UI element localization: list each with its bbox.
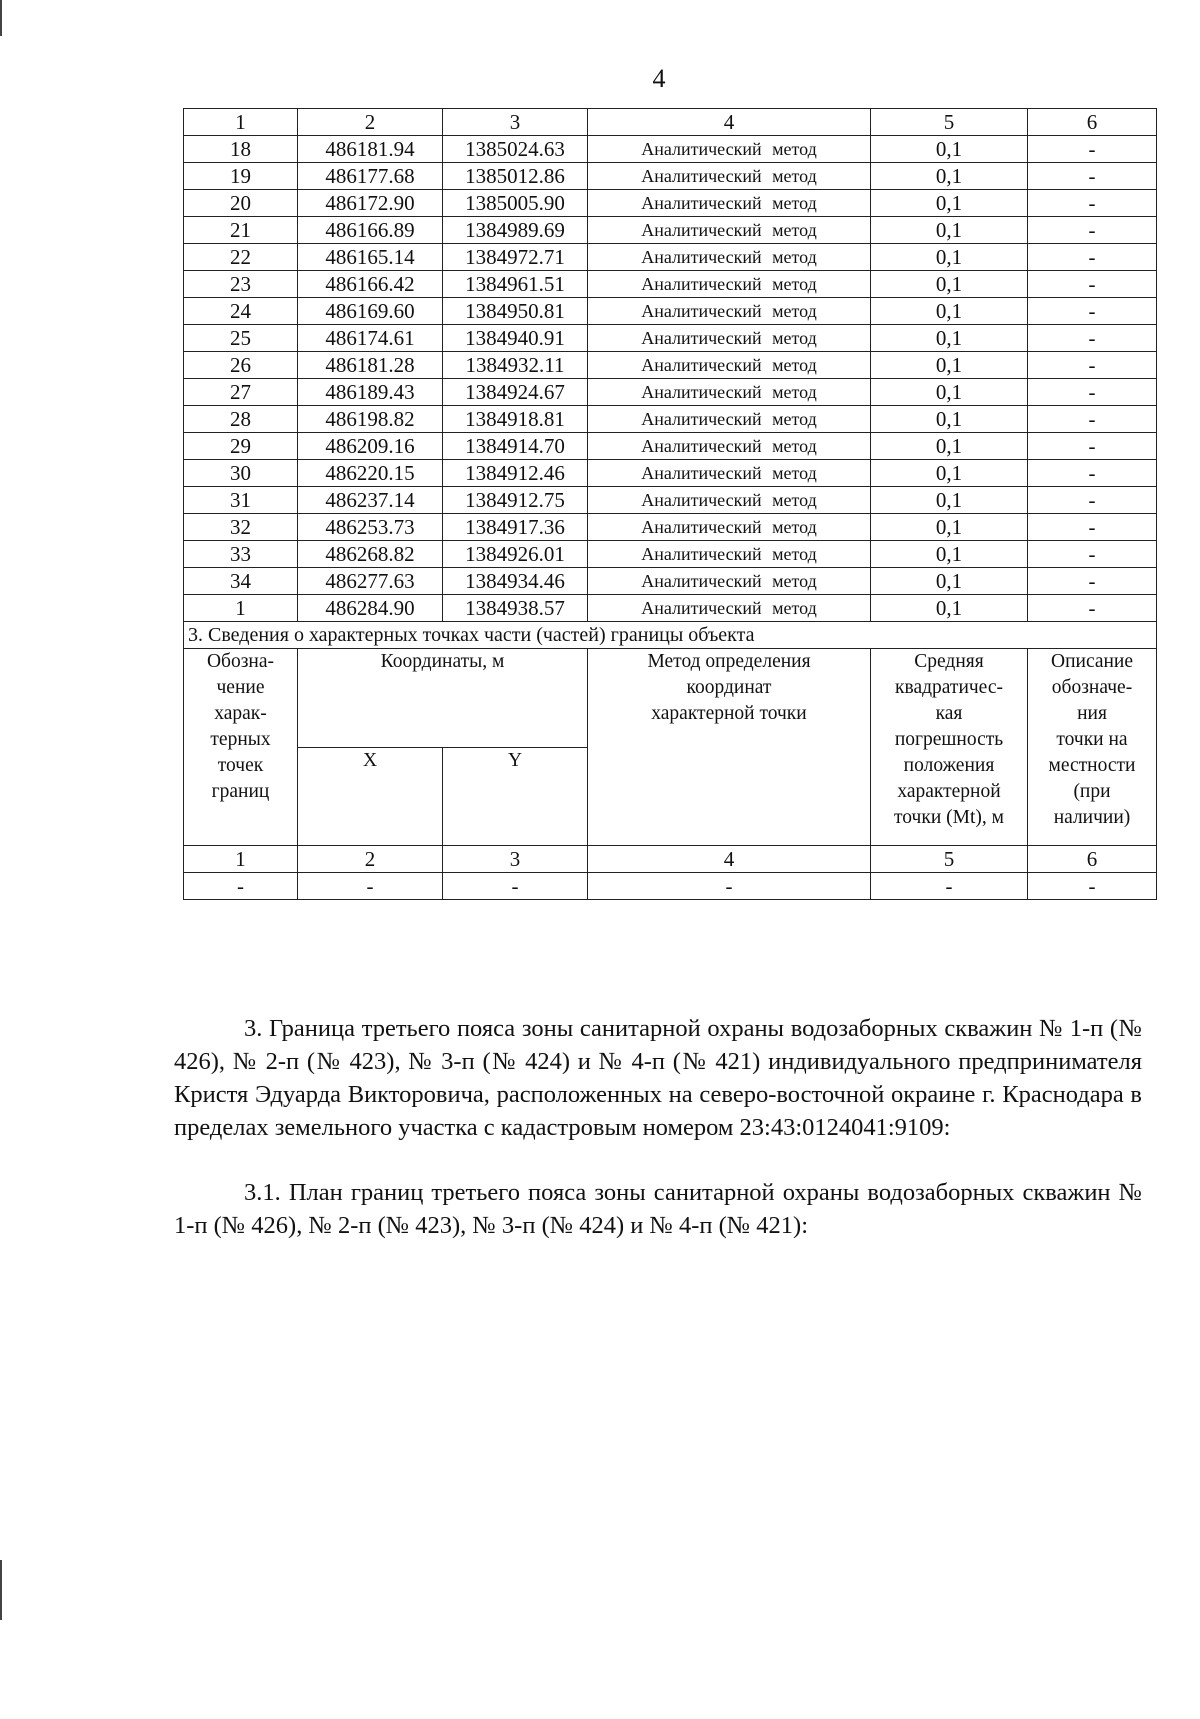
cell-desc: - xyxy=(1028,568,1157,595)
cell-method: Аналитический метод xyxy=(588,136,871,163)
table-row xyxy=(184,325,1157,352)
cell-error: 0,1 xyxy=(871,460,1028,487)
cell-point: 26 xyxy=(184,352,298,379)
cell-desc: - xyxy=(1028,136,1157,163)
cell-point: 32 xyxy=(184,514,298,541)
cell-method: Аналитический метод xyxy=(588,298,871,325)
cell-x: 486166.42 xyxy=(298,271,443,298)
cell-y: 1384912.46 xyxy=(443,460,588,487)
cell-y: 1384912.75 xyxy=(443,487,588,514)
cell-desc: - xyxy=(1028,163,1157,190)
cell-error: 0,1 xyxy=(871,352,1028,379)
cell-point: 22 xyxy=(184,244,298,271)
table-row xyxy=(184,514,1157,541)
cell-error: 0,1 xyxy=(871,487,1028,514)
cell-desc: - xyxy=(1028,433,1157,460)
cell-y: 1384989.69 xyxy=(443,217,588,244)
cell-y: 1384972.71 xyxy=(443,244,588,271)
cell-y: 1384917.36 xyxy=(443,514,588,541)
cell-x: 486181.94 xyxy=(298,136,443,163)
table-row xyxy=(184,460,1157,487)
empty-cell: - xyxy=(588,873,871,900)
cell-error: 0,1 xyxy=(871,271,1028,298)
cell-y: 1384938.57 xyxy=(443,595,588,622)
cell-error: 0,1 xyxy=(871,514,1028,541)
col-number: 4 xyxy=(588,846,871,873)
col-number: 2 xyxy=(298,109,443,136)
col-number: 2 xyxy=(298,846,443,873)
table-row xyxy=(184,352,1157,379)
cell-x: 486277.63 xyxy=(298,568,443,595)
cell-x: 486172.90 xyxy=(298,190,443,217)
cell-x: 486166.89 xyxy=(298,217,443,244)
column-number-row xyxy=(184,109,1157,136)
table-row xyxy=(184,271,1157,298)
cell-error: 0,1 xyxy=(871,244,1028,271)
cell-x: 486237.14 xyxy=(298,487,443,514)
cell-x: 486174.61 xyxy=(298,325,443,352)
cell-point: 18 xyxy=(184,136,298,163)
cell-error: 0,1 xyxy=(871,163,1028,190)
table-row xyxy=(184,217,1157,244)
cell-y: 1384961.51 xyxy=(443,271,588,298)
cell-method: Аналитический метод xyxy=(588,406,871,433)
paragraph-boundary-plan: 3.1. План границ третьего пояса зоны санитарной охраны водозаборных скважин № 1-п (№ 426), № 2-п (№ 423), № 3-п (№ 424) и № 4-п (№ 421): xyxy=(174,1179,1142,1239)
x-header: X xyxy=(298,747,443,846)
cell-error: 0,1 xyxy=(871,136,1028,163)
cell-y: 1384918.81 xyxy=(443,406,588,433)
cell-desc: - xyxy=(1028,406,1157,433)
cell-x: 486181.28 xyxy=(298,352,443,379)
cell-desc: - xyxy=(1028,298,1157,325)
cell-point: 31 xyxy=(184,487,298,514)
col-number: 5 xyxy=(871,846,1028,873)
cell-y: 1385024.63 xyxy=(443,136,588,163)
col-number: 6 xyxy=(1028,109,1157,136)
point-designation-header: Обозна- чение харак- терных точек границ xyxy=(184,649,298,846)
section-caption: 3. Сведения о характерных точках части (частей) границы объекта xyxy=(184,622,1157,649)
cell-y: 1385005.90 xyxy=(443,190,588,217)
cell-method: Аналитический метод xyxy=(588,244,871,271)
cell-desc: - xyxy=(1028,460,1157,487)
cell-method: Аналитический метод xyxy=(588,163,871,190)
table-row xyxy=(184,163,1157,190)
empty-cell: - xyxy=(1028,873,1157,900)
cell-error: 0,1 xyxy=(871,433,1028,460)
table-row xyxy=(184,406,1157,433)
cell-y: 1384914.70 xyxy=(443,433,588,460)
cell-error: 0,1 xyxy=(871,541,1028,568)
scan-edge-mark xyxy=(0,0,2,36)
table-row xyxy=(184,190,1157,217)
cell-x: 486177.68 xyxy=(298,163,443,190)
cell-x: 486268.82 xyxy=(298,541,443,568)
cell-y: 1384940.91 xyxy=(443,325,588,352)
cell-error: 0,1 xyxy=(871,406,1028,433)
cell-desc: - xyxy=(1028,541,1157,568)
cell-method: Аналитический метод xyxy=(588,352,871,379)
cell-method: Аналитический метод xyxy=(588,541,871,568)
cell-y: 1384950.81 xyxy=(443,298,588,325)
cell-point: 30 xyxy=(184,460,298,487)
cell-desc: - xyxy=(1028,325,1157,352)
cell-point: 27 xyxy=(184,379,298,406)
y-header: Y xyxy=(443,747,588,846)
col-number: 3 xyxy=(443,109,588,136)
col-number: 1 xyxy=(184,846,298,873)
cell-point: 34 xyxy=(184,568,298,595)
cell-error: 0,1 xyxy=(871,325,1028,352)
cell-point: 21 xyxy=(184,217,298,244)
cell-y: 1384934.46 xyxy=(443,568,588,595)
cell-desc: - xyxy=(1028,217,1157,244)
cell-point: 24 xyxy=(184,298,298,325)
cell-x: 486220.15 xyxy=(298,460,443,487)
col-number: 6 xyxy=(1028,846,1157,873)
cell-x: 486253.73 xyxy=(298,514,443,541)
empty-data-row xyxy=(184,873,1157,900)
cell-method: Аналитический метод xyxy=(588,460,871,487)
empty-cell: - xyxy=(298,873,443,900)
cell-error: 0,1 xyxy=(871,190,1028,217)
cell-x: 486209.16 xyxy=(298,433,443,460)
cell-point: 20 xyxy=(184,190,298,217)
cell-x: 486198.82 xyxy=(298,406,443,433)
cell-point: 29 xyxy=(184,433,298,460)
table-row xyxy=(184,595,1157,622)
cell-method: Аналитический метод xyxy=(588,433,871,460)
boundary-points-table xyxy=(183,108,1157,900)
cell-method: Аналитический метод xyxy=(588,514,871,541)
cell-desc: - xyxy=(1028,487,1157,514)
coordinates-header: Координаты, м xyxy=(298,649,588,748)
page-number: 4 xyxy=(652,64,666,93)
cell-point: 33 xyxy=(184,541,298,568)
cell-y: 1384926.01 xyxy=(443,541,588,568)
cell-error: 0,1 xyxy=(871,298,1028,325)
cell-method: Аналитический метод xyxy=(588,271,871,298)
cell-method: Аналитический метод xyxy=(588,379,871,406)
cell-error: 0,1 xyxy=(871,217,1028,244)
cell-x: 486189.43 xyxy=(298,379,443,406)
cell-method: Аналитический метод xyxy=(588,217,871,244)
cell-point: 1 xyxy=(184,595,298,622)
cell-x: 486169.60 xyxy=(298,298,443,325)
cell-method: Аналитический метод xyxy=(588,325,871,352)
cell-x: 486284.90 xyxy=(298,595,443,622)
cell-desc: - xyxy=(1028,514,1157,541)
table-body xyxy=(184,109,1157,900)
col-number: 5 xyxy=(871,109,1028,136)
col-number: 3 xyxy=(443,846,588,873)
cell-method: Аналитический метод xyxy=(588,190,871,217)
scan-edge-mark xyxy=(0,1560,2,1620)
cell-method: Аналитический метод xyxy=(588,487,871,514)
cell-method: Аналитический метод xyxy=(588,595,871,622)
table-row xyxy=(184,298,1157,325)
section-caption-row xyxy=(184,622,1157,649)
column-number-row-2 xyxy=(184,846,1157,873)
table-row xyxy=(184,487,1157,514)
cell-y: 1385012.86 xyxy=(443,163,588,190)
description-header: Описание обозначе- ния точки на местности (при наличии) xyxy=(1028,649,1157,846)
cell-x: 486165.14 xyxy=(298,244,443,271)
cell-desc: - xyxy=(1028,271,1157,298)
col-number: 4 xyxy=(588,109,871,136)
empty-cell: - xyxy=(443,873,588,900)
cell-error: 0,1 xyxy=(871,568,1028,595)
table-row xyxy=(184,541,1157,568)
method-header: Метод определения координат характерной точки xyxy=(588,649,871,846)
empty-cell: - xyxy=(184,873,298,900)
table-row xyxy=(184,433,1157,460)
cell-point: 23 xyxy=(184,271,298,298)
paragraph-zone-boundary: 3. Граница третьего пояса зоны санитарной охраны водозаборных скважин № 1-п (№ 426), № 2-п (№ 423), № 3-п (№ 424) и № 4-п (№ 421) индивидуального предпринимателя Кристя Эдуарда Викторовича, расположенных на северо-восточной окраине г. Краснодара в пределах земельного участка с кадастровым номером 23:43:0124041:9109: xyxy=(174,1015,1142,1141)
cell-y: 1384932.11 xyxy=(443,352,588,379)
table-row xyxy=(184,136,1157,163)
cell-point: 25 xyxy=(184,325,298,352)
cell-point: 19 xyxy=(184,163,298,190)
header-row xyxy=(184,649,1157,748)
cell-error: 0,1 xyxy=(871,595,1028,622)
table-row xyxy=(184,568,1157,595)
cell-desc: - xyxy=(1028,595,1157,622)
cell-desc: - xyxy=(1028,244,1157,271)
cell-method: Аналитический метод xyxy=(588,568,871,595)
table-row xyxy=(184,244,1157,271)
error-header: Средняя квадратичес- кая погрешность положения характерной точки (Mt), м xyxy=(871,649,1028,846)
cell-point: 28 xyxy=(184,406,298,433)
empty-cell: - xyxy=(871,873,1028,900)
cell-desc: - xyxy=(1028,379,1157,406)
cell-desc: - xyxy=(1028,352,1157,379)
cell-desc: - xyxy=(1028,190,1157,217)
table-row xyxy=(184,379,1157,406)
cell-y: 1384924.67 xyxy=(443,379,588,406)
col-number: 1 xyxy=(184,109,298,136)
cell-error: 0,1 xyxy=(871,379,1028,406)
